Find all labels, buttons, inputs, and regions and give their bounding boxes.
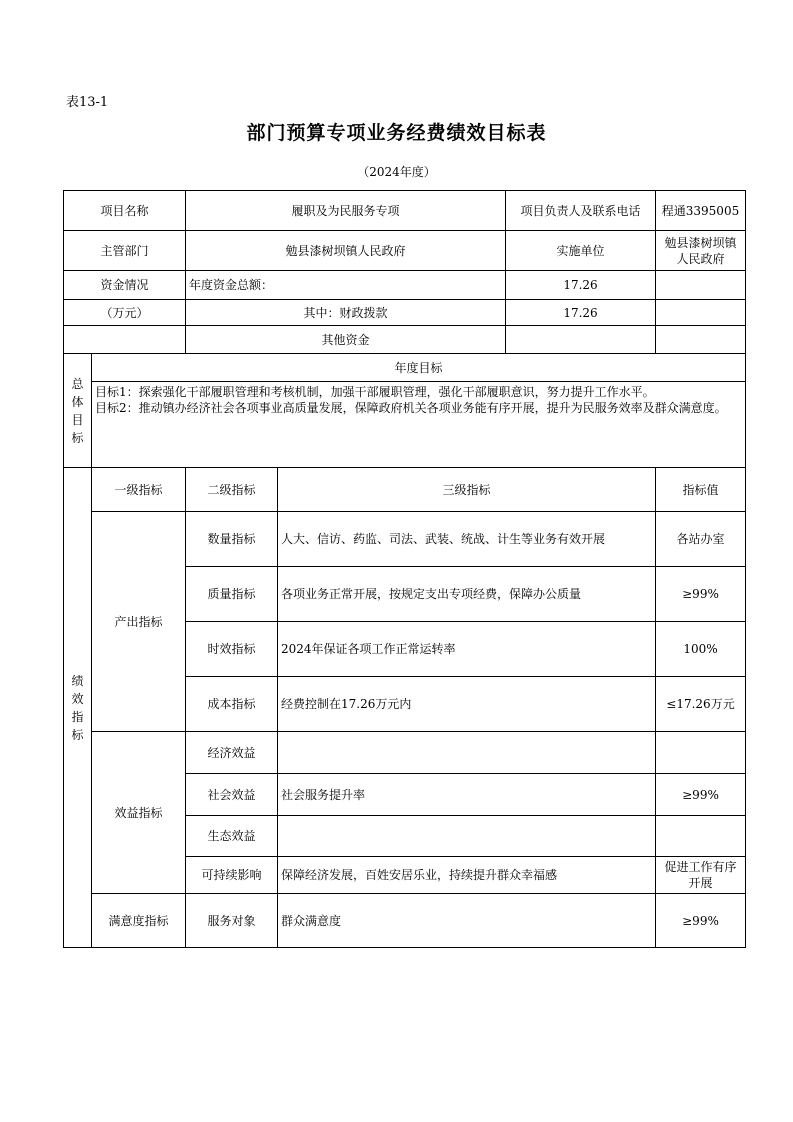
fund-label: 资金情况 <box>64 271 186 300</box>
value-cell: 100% <box>656 622 746 677</box>
col-level1: 一级指标 <box>92 468 186 512</box>
total-fund-value: 17.26 <box>506 271 656 300</box>
contact-label: 项目负责人及联系电话 <box>506 191 656 231</box>
level2-cell: 时效指标 <box>186 622 278 677</box>
value-cell: ≥99% <box>656 774 746 816</box>
other-fund-value <box>506 326 656 354</box>
value-cell <box>656 816 746 857</box>
contact-value: 程通3395005 <box>656 191 746 231</box>
benefit-indicator: 效益指标 <box>92 732 186 894</box>
value-cell: 各站办室 <box>656 512 746 567</box>
dept-value: 勉县漆树坝镇人民政府 <box>186 231 506 271</box>
impl-label: 实施单位 <box>506 231 656 271</box>
goal-1: 目标1：探索强化干部履职管理和考核机制，加强干部履职管理，强化干部履职意识，努力提升工作水平。 <box>95 385 655 399</box>
page-title: 部门预算专项业务经费绩效目标表 <box>246 122 547 144</box>
project-name-value: 履职及为民服务专项 <box>186 191 506 231</box>
output-indicator: 产出指标 <box>92 512 186 732</box>
level3-cell: 保障经济发展，百姓安居乐业，持续提升群众幸福感 <box>278 857 656 894</box>
goals-text <box>92 382 746 468</box>
empty-cell <box>656 300 746 326</box>
project-name-label: 项目名称 <box>64 191 186 231</box>
col-level3: 三级指标 <box>278 468 656 512</box>
empty-cell <box>64 326 186 354</box>
impl-value: 勉县漆树坝镇人民政府 <box>656 231 746 271</box>
total-fund-label: 年度资金总额： <box>186 271 506 300</box>
performance-target-table <box>63 190 746 948</box>
level3-cell <box>278 732 656 774</box>
empty-cell <box>656 326 746 354</box>
value-cell: ≤17.26万元 <box>656 677 746 732</box>
level2-cell: 可持续影响 <box>186 857 278 894</box>
col-value: 指标值 <box>656 468 746 512</box>
level3-cell <box>278 816 656 857</box>
performance-indicator-label: 绩效指标 <box>64 468 92 948</box>
year-goal-label: 年度目标 <box>92 354 746 382</box>
col-level2: 二级指标 <box>186 468 278 512</box>
value-cell: 促进工作有序开展 <box>656 857 746 894</box>
level3-cell: 各项业务正常开展，按规定支出专项经费，保障办公质量 <box>278 567 656 622</box>
dept-label: 主管部门 <box>64 231 186 271</box>
level3-cell: 经费控制在17.26万元内 <box>278 677 656 732</box>
goal-2: 目标2：推动镇办经济社会各项事业高质量发展，保障政府机关各项业务能有序开展，提升为民服务效率及群众满意度。 <box>95 401 727 415</box>
level2-cell: 生态效益 <box>186 816 278 857</box>
value-cell <box>656 732 746 774</box>
level3-cell: 人大、信访、药监、司法、武装、统战、计生等业务有效开展 <box>278 512 656 567</box>
value-cell: ≥99% <box>656 894 746 948</box>
level3-cell: 社会服务提升率 <box>278 774 656 816</box>
level2-cell: 成本指标 <box>186 677 278 732</box>
level3-cell: 群众满意度 <box>278 894 656 948</box>
level2-cell: 服务对象 <box>186 894 278 948</box>
table-number: 表13-1 <box>66 95 109 110</box>
satisfaction-indicator: 满意度指标 <box>92 894 186 948</box>
level2-cell: 数量指标 <box>186 512 278 567</box>
fiscal-fund-value: 17.26 <box>506 300 656 326</box>
overall-goal-label: 总体目标 <box>64 354 92 468</box>
level2-cell: 社会效益 <box>186 774 278 816</box>
level2-cell: 质量指标 <box>186 567 278 622</box>
fund-unit: （万元） <box>64 300 186 326</box>
fiscal-year: （2024年度） <box>357 165 436 179</box>
value-cell: ≥99% <box>656 567 746 622</box>
level2-cell: 经济效益 <box>186 732 278 774</box>
other-fund-label: 其他资金 <box>186 326 506 354</box>
fiscal-fund-label: 其中：财政拨款 <box>186 300 506 326</box>
empty-cell <box>656 271 746 300</box>
level3-cell: 2024年保证各项工作正常运转率 <box>278 622 656 677</box>
